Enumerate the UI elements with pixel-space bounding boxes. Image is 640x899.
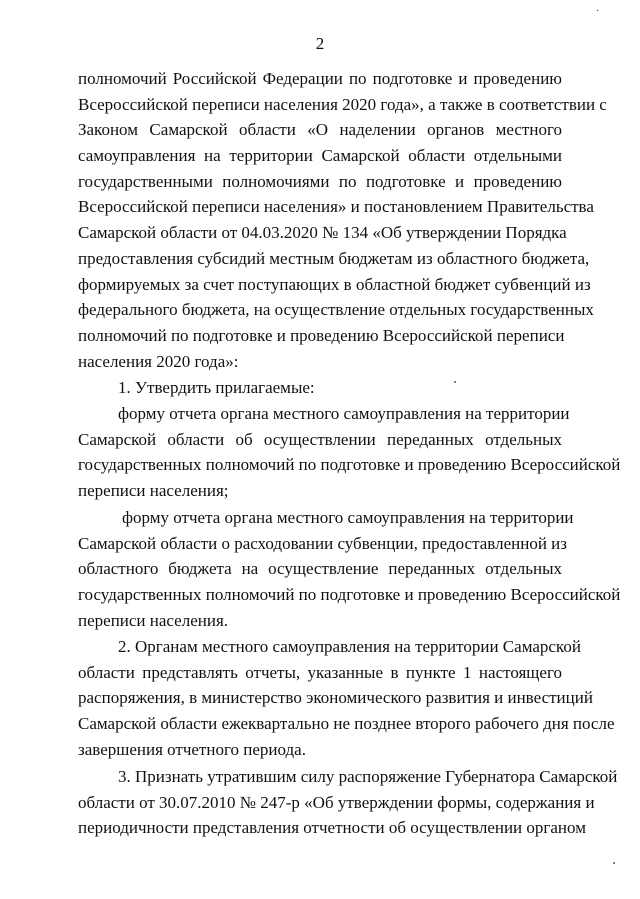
paragraph-form-1 — [78, 401, 621, 504]
text-line: переписи населения; — [78, 481, 229, 501]
text-line: форму отчета органа местного самоуправления на территории — [118, 404, 570, 423]
text-line: полномочий по подготовке и проведению Всероссийской переписи — [78, 325, 565, 345]
text-line: области представлять отчеты, указанные в пункте 1 настоящего — [78, 662, 562, 682]
text-line: форму отчета органа местного самоуправления на территории — [122, 508, 574, 527]
text-line: формируемых за счет поступающих в областной бюджет субвенций из — [78, 274, 591, 294]
scan-mark: · — [596, 6, 600, 17]
text-line: периодичности представления отчетности об осуществлении органом — [78, 818, 586, 838]
text-line: 2. Органам местного самоуправления на территории Самарской — [118, 637, 581, 656]
text-line: завершения отчетного периода. — [78, 739, 306, 759]
text-line: государственными полномочиями по подготовке и проведению — [78, 171, 562, 191]
text-line: предоставления субсидий местным бюджетам из областного бюджета, — [78, 248, 590, 268]
text-line: самоуправления на территории Самарской области отдельными — [78, 146, 562, 166]
scan-speck — [613, 862, 615, 864]
text-line: населения 2020 года»: — [78, 351, 239, 371]
text-line: государственных полномочий по подготовке и проведению Всероссийской — [78, 585, 621, 605]
text-line: Законом Самарской области «О наделении органов местного — [78, 120, 562, 140]
paragraph-item-3 — [78, 764, 618, 841]
text-line: Самарской области об осуществлении переданных отдельных — [78, 429, 562, 449]
text-line: государственных полномочий по подготовке и проведению Всероссийской — [78, 455, 621, 475]
text-line: Самарской области ежеквартально не позднее второго рабочего дня после — [78, 714, 615, 734]
text-line: 1. Утвердить прилагаемые: — [118, 378, 315, 397]
paragraph-form-2 — [78, 505, 621, 633]
text-line: полномочий Российской Федерации по подготовке и проведению — [78, 69, 562, 88]
text-line: переписи населения. — [78, 610, 229, 630]
text-line: федерального бюджета, на осуществление отдельных государственных — [78, 300, 594, 320]
text-line: распоряжения, в министерство экономического развития и инвестиций — [78, 688, 593, 708]
text-line: области от 30.07.2010 № 247-р «Об утверждении формы, содержания и — [78, 792, 595, 812]
text-line: Всероссийской переписи населения» и постановлением Правительства — [78, 197, 594, 217]
text-line: Всероссийской переписи населения 2020 года», а также в соответствии с — [78, 94, 607, 114]
text-line: Самарской области о расходовании субвенции, предоставленной из — [78, 533, 567, 553]
paragraph-item-2 — [78, 634, 615, 762]
paragraph-item-1 — [78, 375, 562, 401]
scan-speck — [454, 381, 456, 383]
text-line: 3. Признать утратившим силу распоряжение Губернатора Самарской — [118, 767, 618, 786]
text-line: областного бюджета на осуществление переданных отдельных — [78, 559, 562, 579]
text-line: Самарской области от 04.03.2020 № 134 «Об утверждении Порядка — [78, 223, 567, 243]
page-number: 2 — [315, 34, 325, 53]
paragraph-intro — [78, 66, 607, 374]
